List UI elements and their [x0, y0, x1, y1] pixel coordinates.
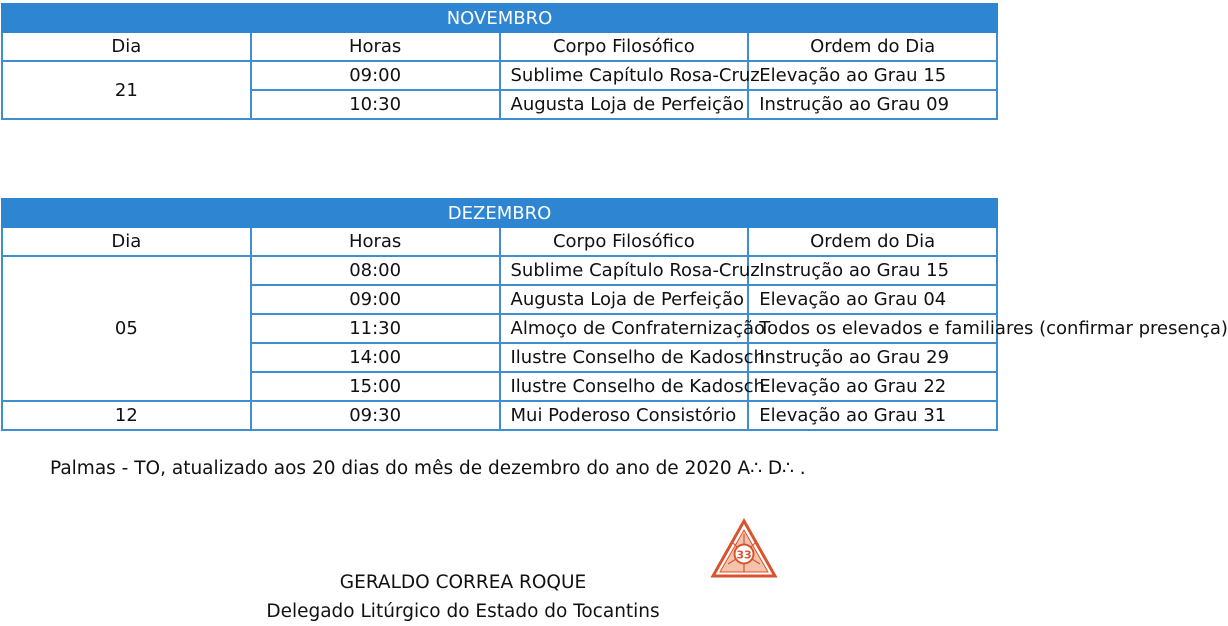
cell-dia: 12	[2, 401, 251, 430]
cell-horas: 09:30	[251, 401, 500, 430]
cell-ordem: Instrução ao Grau 15	[748, 256, 997, 285]
table-title-row	[2, 4, 997, 32]
cell-corpo: Ilustre Conselho de Kadosch	[500, 343, 749, 372]
cell-ordem: Todos os elevados e familiares (confirmar presença)	[748, 314, 997, 343]
cell-ordem: Elevação ao Grau 22	[748, 372, 997, 401]
header-ordem: Ordem do Dia	[748, 32, 997, 61]
cell-corpo: Augusta Loja de Perfeição	[500, 90, 749, 119]
table-row	[2, 401, 997, 430]
header-dia: Dia	[2, 227, 251, 256]
cell-horas: 08:00	[251, 256, 500, 285]
cell-horas: 14:00	[251, 343, 500, 372]
cell-ordem: Elevação ao Grau 04	[748, 285, 997, 314]
cell-corpo: Mui Poderoso Consistório	[500, 401, 749, 430]
signatory-name: GERALDO CORREA ROQUE	[339, 572, 587, 593]
november-schedule-table	[1, 3, 998, 120]
cell-corpo: Sublime Capítulo Rosa-Cruz	[500, 256, 749, 285]
cell-horas: 11:30	[251, 314, 500, 343]
cell-corpo: Almoço de Confraternização	[500, 314, 749, 343]
cell-dia: 21	[2, 61, 251, 119]
header-corpo: Corpo Filosófico	[500, 32, 749, 61]
cell-ordem: Instrução ao Grau 29	[748, 343, 997, 372]
cell-ordem: Elevação ao Grau 15	[748, 61, 997, 90]
header-horas: Horas	[251, 227, 500, 256]
header-dia: Dia	[2, 32, 251, 61]
table-title-row	[2, 199, 997, 227]
header-corpo: Corpo Filosófico	[500, 227, 749, 256]
cell-horas: 09:00	[251, 61, 500, 90]
cell-corpo: Augusta Loja de Perfeição	[500, 285, 749, 314]
header-ordem: Ordem do Dia	[748, 227, 997, 256]
cell-corpo: Ilustre Conselho de Kadosch	[500, 372, 749, 401]
cell-horas: 10:30	[251, 90, 500, 119]
cell-ordem: Elevação ao Grau 31	[748, 401, 997, 430]
month-title: NOVEMBRO	[2, 4, 997, 32]
header-horas: Horas	[251, 32, 500, 61]
month-title: DEZEMBRO	[2, 199, 997, 227]
cell-dia: 05	[2, 256, 251, 401]
table-row	[2, 61, 997, 90]
update-note: Palmas - TO, atualizado aos 20 dias do mês de dezembro do ano de 2020 A∴ D∴ .	[50, 458, 806, 479]
table-header-row	[2, 227, 997, 256]
cell-corpo: Sublime Capítulo Rosa-Cruz	[500, 61, 749, 90]
signatory-role: Delegado Litúrgico do Estado do Tocantins	[266, 601, 660, 622]
cell-ordem: Instrução ao Grau 09	[748, 90, 997, 119]
table-row	[2, 256, 997, 285]
cell-horas: 09:00	[251, 285, 500, 314]
emblem-label: 33	[736, 548, 752, 562]
cell-horas: 15:00	[251, 372, 500, 401]
december-schedule-table	[1, 198, 1228, 431]
table-header-row	[2, 32, 997, 61]
triangle-emblem-icon	[710, 518, 778, 580]
